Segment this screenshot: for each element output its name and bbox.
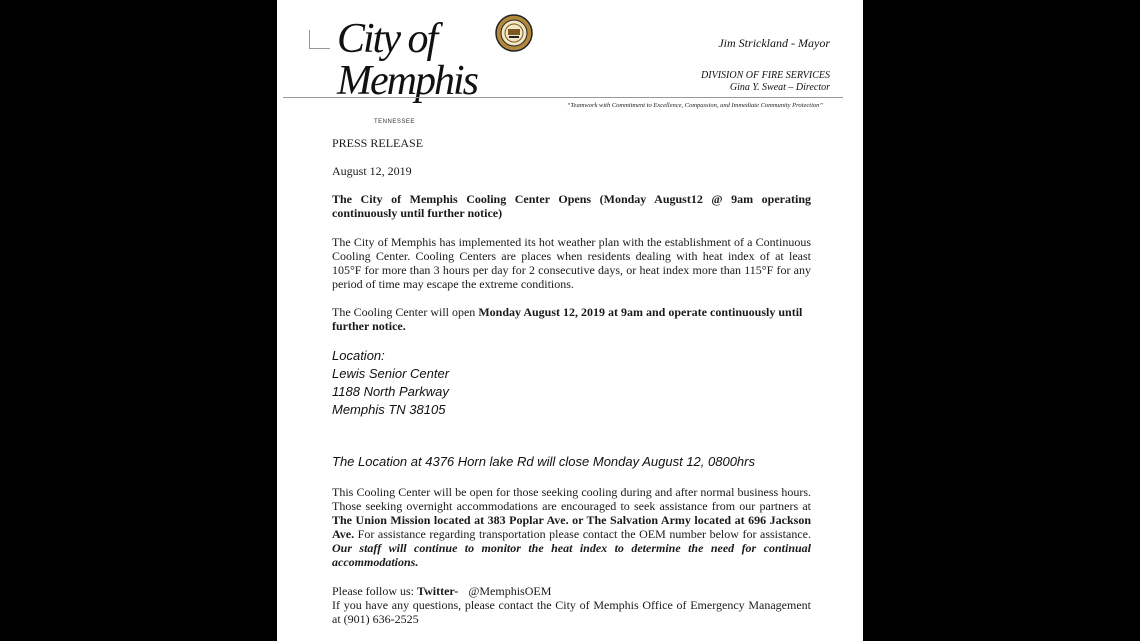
paragraph-3-c: For assistance regarding transportation please contact the OEM number below for assistance.: [354, 527, 811, 541]
contact-info: If you have any questions, please contact the City of Memphis Office of Emergency Management at (901) 636-2525: [332, 598, 811, 626]
paragraph-2-bold: Monday August 12, 2019 at 9am and operate continuously until further notice.: [332, 305, 803, 333]
director-name: Gina Y. Sweat – Director: [729, 82, 830, 93]
paragraph-2-lead: The Cooling Center will open: [332, 305, 479, 319]
twitter-label: Twitter-: [417, 584, 459, 598]
crop-mark: [309, 30, 330, 49]
logo-line1: City of: [337, 16, 437, 62]
document-page: [277, 0, 863, 641]
mayor-name: Jim Strickland - Mayor: [718, 36, 830, 50]
division-name: DIVISION OF FIRE SERVICES: [701, 70, 830, 81]
header-divider: [283, 97, 843, 98]
location-name: Lewis Senior Center: [332, 366, 450, 381]
paragraph-1: The City of Memphis has implemented its hot weather plan with the establishment of a Continuous Cooling Center. Cooling Centers are places when residents dealing with heat index of at least 105°F for more than 3 hours per day for 2 consecutive days, or heat index more than 115°F for any period of time may escape the extreme conditions.: [332, 235, 811, 291]
fire-department-seal-icon: [495, 14, 533, 52]
paragraph-2: [332, 305, 811, 333]
follow-label: Please follow us:: [332, 584, 417, 598]
paragraph-3: [332, 485, 811, 569]
location-label: Location:: [332, 348, 385, 363]
release-headline: The City of Memphis Cooling Center Opens (Monday August12 @ 9am operating continuously until further notice): [332, 192, 811, 220]
monitor-statement: Our staff will continue to monitor the heat index to determine the need for continual accommodations.: [332, 541, 811, 569]
twitter-handle: @MemphisOEM: [468, 584, 552, 598]
location-street: 1188 North Parkway: [332, 384, 449, 399]
press-release-label: PRESS RELEASE: [332, 136, 424, 150]
release-date: August 12, 2019: [332, 164, 412, 178]
location-city: Memphis TN 38105: [332, 402, 446, 417]
logo-state: TENNESSEE: [374, 119, 415, 125]
closure-notice: The Location at 4376 Horn lake Rd will close Monday August 12, 0800hrs: [332, 454, 755, 469]
motto: “Teamwork with Commitment to Excellence, Compassion, and Immediate Community Protection”: [566, 102, 823, 109]
logo-line2: Memphis: [337, 58, 477, 104]
paragraph-3-a: This Cooling Center will be open for those seeking cooling during and after normal business hours. Those seeking overnight accommodations are encouraged to seek assistance from our partners at: [332, 485, 811, 513]
partner-locations: The Union Mission located at 383 Poplar Ave. or The Salvation Army located at 696 Jackson Ave.: [332, 513, 811, 541]
follow-line: [332, 584, 811, 598]
